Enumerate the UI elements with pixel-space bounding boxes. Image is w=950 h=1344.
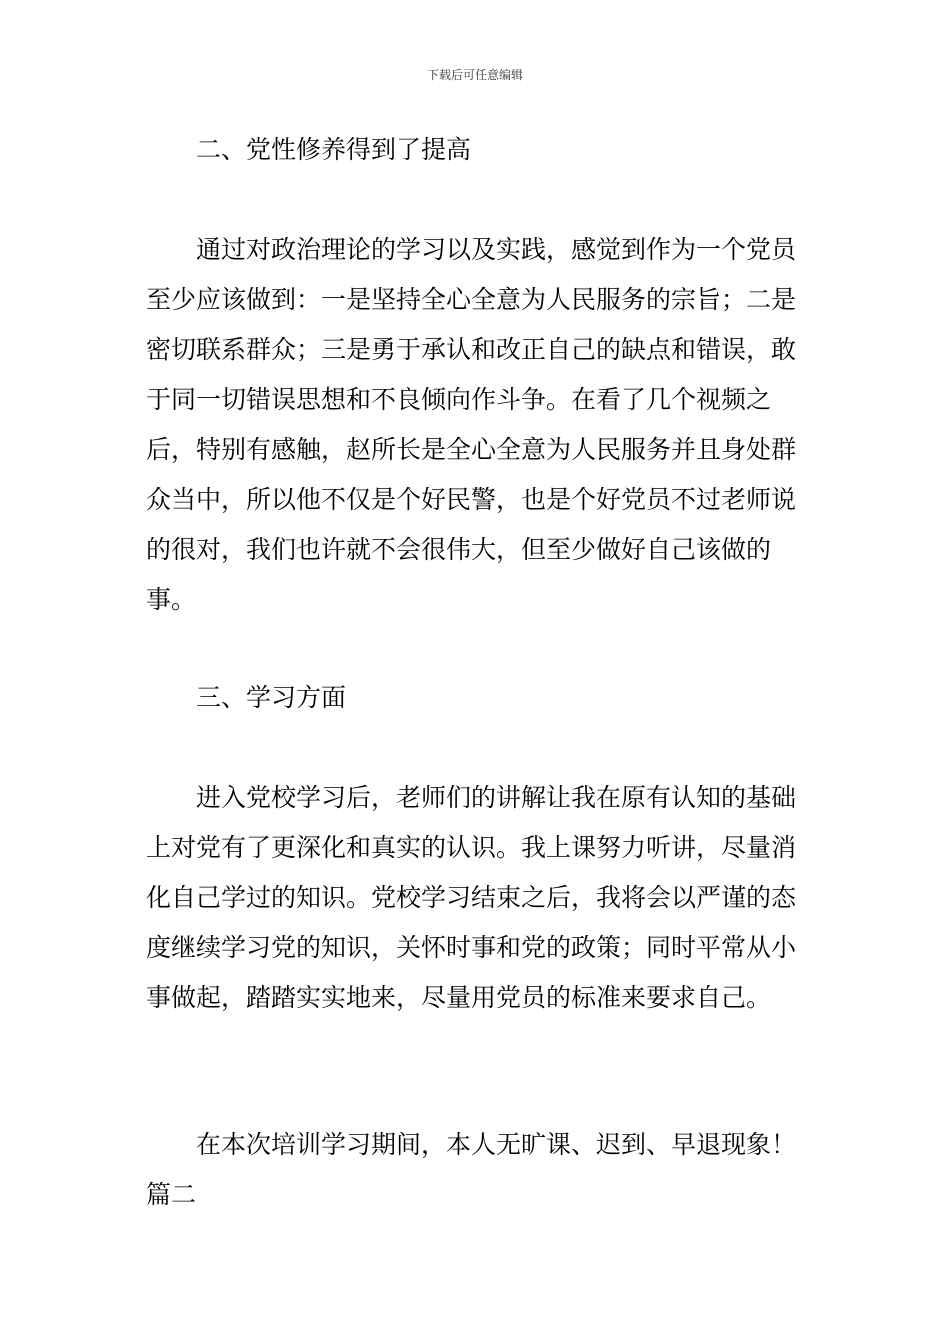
next-section-label: 篇二 — [146, 1180, 197, 1209]
page-header-note: 下载后可任意编辑 — [426, 68, 523, 82]
section-heading-3: 三、学习方面 — [196, 683, 347, 712]
paragraph-party-spirit: 通过对政治理论的学习以及实践，感觉到作为一个党员至少应该做到：一是坚持全心全意为人民服务的宗旨；二是密切联系群众；三是勇于承认和改正自己的缺点和错误，敢于同一切错误思想和不良倾向作斗争。在看了几个视频之后，特别有感触，赵所长是全心全意为人民服务并且身处群众当中，所以他不仅是个好民警，也是个好党员不过老师说的很对，我们也许就不会很伟大，但至少做好自己该做的事。 — [146, 235, 797, 614]
paragraph-attendance: 在本次培训学习期间，本人无旷课、迟到、早退现象！ — [196, 1130, 797, 1159]
paragraph-study: 进入党校学习后，老师们的讲解让我在原有认知的基础上对党有了更深化和真实的认识。我上课努力听讲，尽量消化自己学过的知识。党校学习结束之后，我将会以严谨的态度继续学习党的知识，关怀时事和党的政策；同时平常从小事做起，踏踏实实地来，尽量用党员的标准来要求自己。 — [146, 783, 797, 1012]
section-heading-2: 二、党性修养得到了提高 — [196, 135, 472, 164]
